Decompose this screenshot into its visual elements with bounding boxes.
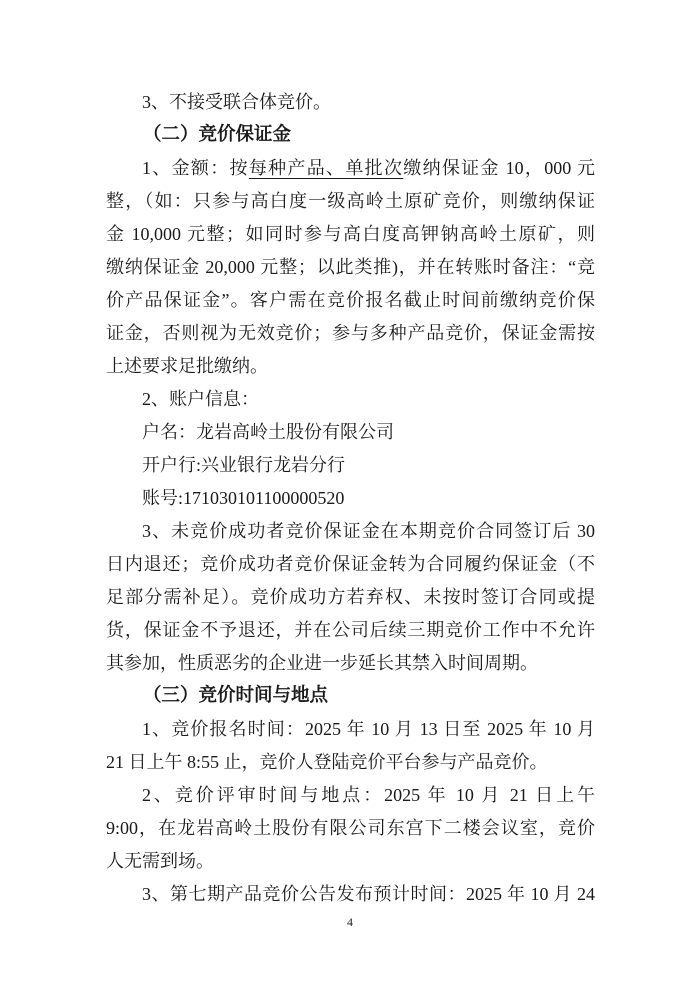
text-segment: 价产品保证金”。客户需在竞价报名截止时间前缴纳竞价保 bbox=[106, 290, 595, 310]
paragraph bbox=[106, 713, 595, 779]
body-text-line bbox=[106, 779, 595, 812]
paragraph bbox=[106, 515, 595, 680]
paragraph bbox=[106, 416, 595, 449]
body-text-line bbox=[106, 482, 595, 515]
paragraph bbox=[106, 152, 595, 383]
heading-text bbox=[106, 680, 595, 713]
text-segment: 货，保证金不予退还，并在公司后续三期竞价工作中不允许 bbox=[106, 620, 595, 640]
text-segment: 证金，否则视为无效竞价；参与多种产品竞价，保证金需按 bbox=[106, 323, 595, 343]
paragraph bbox=[106, 449, 595, 482]
page-number: 4 bbox=[347, 915, 353, 929]
text-segment: 人无需到场。 bbox=[106, 851, 214, 871]
text-segment: 3、未竞价成功者竞价保证金在本期竞价合同签订后 30 bbox=[142, 521, 595, 541]
heading-text bbox=[106, 119, 595, 152]
document-content bbox=[106, 86, 595, 911]
body-text-line bbox=[106, 581, 595, 614]
body-text-line bbox=[106, 86, 595, 119]
body-text-line bbox=[106, 449, 595, 482]
body-text-line bbox=[106, 812, 595, 845]
body-text-line bbox=[106, 185, 595, 218]
paragraph bbox=[106, 482, 595, 515]
body-text-line bbox=[106, 878, 595, 911]
text-segment: 2、账户信息： bbox=[142, 389, 259, 409]
text-segment: 3、不接受联合体竞价。 bbox=[142, 92, 331, 112]
body-text-line bbox=[106, 746, 595, 779]
text-segment: 21 日上午 8:55 止，竞价人登陆竞价平台参与产品竞价。 bbox=[106, 752, 548, 772]
text-segment: （二）竞价保证金 bbox=[143, 125, 292, 145]
body-text-line bbox=[106, 152, 595, 185]
text-segment: 3、第七期产品竞价公告发布预计时间：2025 年 10 月 24 bbox=[142, 884, 595, 904]
text-segment: 缴纳保证金 10，000 元 bbox=[403, 158, 596, 178]
body-text-line bbox=[106, 713, 595, 746]
paragraph bbox=[106, 86, 595, 119]
text-segment: （三）竞价时间与地点 bbox=[143, 686, 329, 706]
text-segment: 1、竞价报名时间：2025 年 10 月 13 日至 2025 年 10 月 bbox=[142, 719, 595, 739]
body-text-line bbox=[106, 383, 595, 416]
text-segment: 9:00，在龙岩高岭土股份有限公司东宫下二楼会议室，竞价 bbox=[106, 818, 595, 838]
text-segment: 日内退还；竞价成功者竞价保证金转为合同履约保证金（不 bbox=[106, 554, 595, 574]
paragraph bbox=[106, 878, 595, 911]
body-text-line bbox=[106, 350, 595, 383]
paragraph bbox=[106, 383, 595, 416]
text-segment: 足部分需补足）。竞价成功方若弃权、未按时签订合同或提 bbox=[106, 587, 595, 607]
body-text-line bbox=[106, 515, 595, 548]
body-text-line bbox=[106, 284, 595, 317]
text-segment: 1、金额：按 bbox=[142, 158, 249, 178]
body-text-line bbox=[106, 614, 595, 647]
text-segment: 金 10,000 元整；如同时参与高白度高钾钠高岭土原矿，则 bbox=[106, 224, 595, 244]
body-text-line bbox=[106, 317, 595, 350]
text-segment: 开户行:兴业银行龙岩分行 bbox=[142, 455, 345, 475]
text-segment: 户名：龙岩高岭土股份有限公司 bbox=[142, 422, 394, 442]
text-segment: 缴纳保证金 20,000 元整；以此类推)，并在转账时备注：“竞 bbox=[106, 257, 595, 277]
text-segment: 账号:171030101100000520 bbox=[142, 488, 345, 508]
paragraph bbox=[106, 779, 595, 878]
text-segment: 其参加，性质恶劣的企业进一步延长其禁入时间周期。 bbox=[106, 653, 538, 673]
text-segment: 上述要求足批缴纳。 bbox=[106, 356, 268, 376]
section-heading bbox=[106, 680, 595, 713]
body-text-line bbox=[106, 647, 595, 680]
body-text-line bbox=[106, 218, 595, 251]
underlined-text: 每种产品、单批次 bbox=[248, 158, 404, 178]
text-segment: 2、竞价评审时间与地点：2025 年 10 月 21 日上午 bbox=[142, 785, 595, 805]
body-text-line bbox=[106, 845, 595, 878]
text-segment: 整，（如：只参与高白度一级高岭土原矿竞价，则缴纳保证 bbox=[106, 191, 595, 211]
body-text-line bbox=[106, 416, 595, 449]
section-heading bbox=[106, 119, 595, 152]
body-text-line bbox=[106, 251, 595, 284]
body-text-line bbox=[106, 548, 595, 581]
